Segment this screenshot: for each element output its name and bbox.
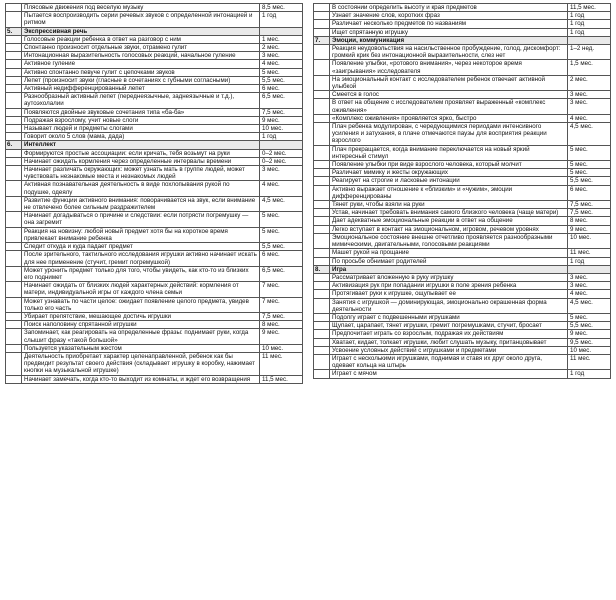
table-row	[314, 313, 611, 321]
row-age: 11,5 мес.	[568, 4, 611, 12]
row-number	[314, 346, 330, 354]
table-row	[6, 93, 303, 108]
row-age: 5 мес.	[260, 212, 303, 227]
row-age: 9 мес.	[260, 329, 303, 344]
table-row	[314, 91, 611, 99]
row-age: 3 мес.	[568, 282, 611, 290]
row-age: 7,5 мес.	[260, 312, 303, 320]
row-age: 1–2 нед.	[568, 45, 611, 60]
row-age: 6 мес.	[260, 85, 303, 93]
row-age: 7 мес.	[260, 282, 303, 297]
row-age: 9 мес.	[260, 116, 303, 124]
row-number	[314, 273, 330, 281]
row-number	[314, 225, 330, 233]
row-number	[6, 4, 22, 12]
table-row	[6, 133, 303, 141]
row-number	[6, 52, 22, 60]
table-row	[6, 76, 303, 84]
left-table	[5, 3, 303, 384]
row-description: Следит откуда и куда падает предмет	[22, 243, 260, 251]
table-row	[314, 123, 611, 146]
table-row	[314, 346, 611, 354]
row-number	[6, 181, 22, 196]
row-description: Эмоциональное состояние внешне отчетливо проявляется разнообразными мимическими, двигательными, голосовыми реакциями	[330, 233, 568, 248]
row-description: Щупает, царапает, тянет игрушки, гремит погремушками, стучит, бросает	[330, 322, 568, 330]
row-age: 11 мес.	[260, 352, 303, 375]
row-description: Играет с несколькими игрушками, поднимая и ставя их друг около друга, одевает кольца на штырь	[330, 354, 568, 369]
table-row	[6, 312, 303, 320]
row-description: Интеллект	[22, 141, 260, 149]
row-number	[314, 282, 330, 290]
row-number: 6.	[6, 141, 22, 149]
row-age: 11,5 мес.	[260, 375, 303, 383]
table-row	[314, 322, 611, 330]
row-number	[314, 12, 330, 20]
section-header-row	[6, 141, 303, 149]
table-row	[314, 161, 611, 169]
row-number	[314, 99, 330, 114]
row-description: Реакция неудовольствия на насильственное пробуждение, голод, дискомфорт: громкий крик без интонационной выразительности, слез нет	[330, 45, 568, 60]
row-age: 1 год	[260, 133, 303, 141]
row-description: Узнает значение слов, коротких фраз	[330, 12, 568, 20]
row-number	[314, 290, 330, 298]
row-number	[6, 60, 22, 68]
row-number	[6, 108, 22, 116]
row-description: Подолгу играет с подвешенными игрушками	[330, 313, 568, 321]
table-row	[314, 273, 611, 281]
row-description: В состоянии определить высоту и края предметов	[330, 4, 568, 12]
row-number	[6, 12, 22, 27]
row-age: 5,5 мес.	[568, 177, 611, 185]
row-description: Эмоции, коммуникация	[330, 36, 568, 44]
table-row	[314, 209, 611, 217]
row-description: Может уронить предмет только для того, чтобы увидеть, как кто-то из близких его поднимет	[22, 266, 260, 281]
row-description: Пользуется указательным жестом	[22, 344, 260, 352]
row-age: 5 мес.	[260, 227, 303, 242]
row-number	[314, 354, 330, 369]
table-row	[314, 298, 611, 313]
row-description: Поиск наполовину спрятанной игрушки	[22, 321, 260, 329]
table-row	[314, 290, 611, 298]
table-row	[314, 185, 611, 200]
table-row	[314, 75, 611, 90]
row-number	[314, 217, 330, 225]
right-table	[313, 3, 611, 379]
row-number	[314, 322, 330, 330]
row-description: Занятия с игрушкой — доминирующая, эмоционально окрашенная форма деятельности	[330, 298, 568, 313]
row-number	[6, 352, 22, 375]
row-description: Голосовые реакции ребенка в ответ на разговор с ним	[22, 35, 260, 43]
table-row	[6, 282, 303, 297]
row-age: 4,5 мес.	[568, 123, 611, 146]
row-description: Называет людей и предметы слогами	[22, 125, 260, 133]
table-row	[314, 370, 611, 378]
row-description: Реагирует на строгие и ласковые интонации	[330, 177, 568, 185]
row-description: Спонтанно произносит отдельные звуки, отрамено гулит	[22, 44, 260, 52]
table-row	[314, 20, 611, 28]
table-row	[314, 330, 611, 338]
row-age: 8 мес.	[260, 321, 303, 329]
table-row	[6, 149, 303, 157]
table-row	[6, 212, 303, 227]
row-description: Усвоение условных действий с игрушками и предметами	[330, 346, 568, 354]
row-description: В ответ на общение с исследователем проявляет выраженный «комплекс оживления»	[330, 99, 568, 114]
row-number	[314, 201, 330, 209]
row-number: 8.	[314, 265, 330, 273]
row-description: Активный недифференцированный лепет	[22, 85, 260, 93]
row-age: 1 год	[568, 12, 611, 20]
table-row	[6, 375, 303, 383]
row-description: Рассматривает вложенную в руку игрушку	[330, 273, 568, 281]
table-row	[6, 196, 303, 211]
row-age: 4 мес.	[260, 60, 303, 68]
row-description: Плач прекращается, когда внимание переключается на новый яркий интересный стимул	[330, 145, 568, 160]
row-number	[314, 4, 330, 12]
row-age: 4 мес.	[568, 290, 611, 298]
row-description: Различает мимику и жесты окружающих	[330, 169, 568, 177]
row-number	[6, 329, 22, 344]
row-description: Может узнавать по части целое: ожидает появление целого предмета, увидев только его часть	[22, 297, 260, 312]
row-description: Лепет (произносит звуки (гласные в сочетаниях с губными согласными)	[22, 76, 260, 84]
row-age: 5 мес.	[568, 161, 611, 169]
row-age: 10 мес.	[568, 233, 611, 248]
table-row	[6, 251, 303, 266]
table-row	[314, 217, 611, 225]
row-number	[314, 257, 330, 265]
row-age: 9 мес.	[568, 330, 611, 338]
table-row	[314, 225, 611, 233]
row-description: Различает несколько предметов по названиям	[330, 20, 568, 28]
row-description: Дает адекватные эмоциональные реакции в ответ на общение	[330, 217, 568, 225]
row-number	[6, 227, 22, 242]
row-age: 5 мес.	[568, 145, 611, 160]
row-number	[6, 312, 22, 320]
row-age: 4 мес.	[568, 114, 611, 122]
table-row	[6, 35, 303, 43]
row-number	[6, 196, 22, 211]
row-number	[6, 68, 22, 76]
row-age: 5,5 мес.	[568, 322, 611, 330]
row-number	[6, 93, 22, 108]
row-number	[314, 45, 330, 60]
table-row	[314, 45, 611, 60]
row-age: 3 мес.	[568, 99, 611, 114]
row-age: 11 мес.	[568, 354, 611, 369]
table-row	[6, 4, 303, 12]
table-row	[6, 344, 303, 352]
row-description: Начинает догадываться о причине и следствии: если потрясти погремушку — она загремит	[22, 212, 260, 227]
row-number	[314, 338, 330, 346]
row-age: 3 мес.	[260, 166, 303, 181]
row-number	[6, 266, 22, 281]
row-description: Активное гуление	[22, 60, 260, 68]
row-description: Интонационная выразительность голосовых реакций, начальное гуление	[22, 52, 260, 60]
table-row	[6, 157, 303, 165]
row-age: 3 мес.	[260, 52, 303, 60]
section-header-row	[314, 36, 611, 44]
row-description: Появляются двойные звуковые сочетания типа «ба-ба»	[22, 108, 260, 116]
row-age: 4,5 мес.	[260, 196, 303, 211]
row-age: 7,5 мес.	[568, 209, 611, 217]
row-age: 1 год	[568, 20, 611, 28]
row-age: 7,5 мес.	[260, 108, 303, 116]
table-row	[6, 329, 303, 344]
row-description: Плясовые движения под веселую музыку	[22, 4, 260, 12]
row-number	[6, 243, 22, 251]
row-age: 6 мес.	[260, 251, 303, 266]
table-row	[6, 108, 303, 116]
row-number	[6, 149, 22, 157]
row-age: 2 мес.	[260, 44, 303, 52]
row-number	[314, 75, 330, 90]
row-number	[314, 28, 330, 36]
table-row	[314, 257, 611, 265]
table-row	[6, 181, 303, 196]
row-description: «Комплекс оживления» проявляется ярко, быстро	[330, 114, 568, 122]
row-description: Плач ребенка модулирован, с чередующимися периодами интенсивного усиления и затухания, в плаче отмечаются паузы для восприятия реакции взрослого	[330, 123, 568, 146]
row-age: 4 мес.	[260, 181, 303, 196]
row-age	[260, 27, 303, 35]
row-description: Тянет руки, чтобы взяли на руки	[330, 201, 568, 209]
row-number	[314, 177, 330, 185]
row-number	[314, 249, 330, 257]
row-description: Появление улыбки, «ротового внимания», через некоторое время «заигрывания» исследователя	[330, 60, 568, 75]
row-age: 1 год	[568, 370, 611, 378]
row-age	[568, 265, 611, 273]
row-description: Начинает замечать, когда кто-то выходит из комнаты, и ждет его возвращения	[22, 375, 260, 383]
row-description: Активно выражает отношение к «близким» и «чужим», эмоции дифференцированы	[330, 185, 568, 200]
row-number	[6, 212, 22, 227]
table-row	[6, 85, 303, 93]
row-age	[260, 141, 303, 149]
row-number	[6, 85, 22, 93]
row-description: Начинает ожидать кормления через определенные интервалы времени	[22, 157, 260, 165]
row-age: 11 мес.	[568, 249, 611, 257]
table-row	[6, 44, 303, 52]
row-number	[314, 114, 330, 122]
row-description: Убирает препятствие, мешающее достичь игрушки	[22, 312, 260, 320]
row-age: 5 мес.	[568, 169, 611, 177]
row-age: 5 мес.	[568, 313, 611, 321]
table-row	[6, 68, 303, 76]
table-row	[314, 60, 611, 75]
row-description: Играет с мячом	[330, 370, 568, 378]
row-number: 5.	[6, 27, 22, 35]
table-row	[314, 338, 611, 346]
row-description: Запоминает, как реагировать на определенные фразы: поднимает руки, когда слышит фразу «такой большой»	[22, 329, 260, 344]
row-age: 3 мес.	[568, 91, 611, 99]
table-row	[314, 282, 611, 290]
row-number	[6, 282, 22, 297]
row-number	[6, 44, 22, 52]
row-number	[314, 370, 330, 378]
row-number	[314, 161, 330, 169]
row-description: Формируются простые ассоциации: если кричать, тебя возьмут на руки	[22, 149, 260, 157]
row-description: Игра	[330, 265, 568, 273]
row-age: 1 год	[568, 257, 611, 265]
row-description: Пытается воспроизводить серии речевых звуков с определенной интонацией и ритмом	[22, 12, 260, 27]
row-number: 7.	[314, 36, 330, 44]
table-row	[6, 116, 303, 124]
row-number	[6, 166, 22, 181]
row-age: 7 мес.	[260, 297, 303, 312]
row-age: 1 год	[260, 12, 303, 27]
table-row	[314, 201, 611, 209]
row-age: 3 мес.	[568, 273, 611, 281]
row-age: 2 мес.	[568, 75, 611, 90]
row-description: Смеется в голос	[330, 91, 568, 99]
row-number	[6, 321, 22, 329]
table-row	[6, 12, 303, 27]
row-number	[6, 76, 22, 84]
row-number	[314, 169, 330, 177]
row-description: Реакция на новизну: любой новый предмет хотя бы на короткое время привлекает внимание ребенка	[22, 227, 260, 242]
table-row	[314, 4, 611, 12]
row-age: 1,5 мес.	[568, 60, 611, 75]
row-age: 5,5 мес.	[260, 76, 303, 84]
table-row	[314, 12, 611, 20]
table-row	[6, 352, 303, 375]
row-number	[6, 125, 22, 133]
row-age: 8 мес.	[568, 217, 611, 225]
row-age: 5 мес.	[260, 68, 303, 76]
row-number	[6, 157, 22, 165]
row-number	[314, 20, 330, 28]
row-age: 8,5 мес.	[260, 4, 303, 12]
table-row	[6, 52, 303, 60]
row-description: Машет рукой на прощание	[330, 249, 568, 257]
row-description: Устав, начинает требовать внимания самого близкого человека (чаще матери)	[330, 209, 568, 217]
row-number	[314, 298, 330, 313]
row-number	[314, 209, 330, 217]
row-description: На эмоциональный контакт с исследователем ребенок отвечает активной улыбкой	[330, 75, 568, 90]
row-number	[6, 344, 22, 352]
row-number	[6, 251, 22, 266]
row-description: Развитие функции активного внимания: поворачивается на звук, если внимание не отвлечено более сильным раздражителем	[22, 196, 260, 211]
row-description: Начинает различать окружающих: может узнать мать в группе людей, может чувствовать незнакомые места и незнакомых людей	[22, 166, 260, 181]
row-description: Говорит около 5 слов (мама, дада)	[22, 133, 260, 141]
row-number	[314, 233, 330, 248]
table-row	[314, 28, 611, 36]
row-description: Активная познавательная деятельность в виде похлопывания рукой по подушке, одеялу	[22, 181, 260, 196]
row-age: 10 мес.	[568, 346, 611, 354]
table-row	[314, 99, 611, 114]
row-number	[6, 133, 22, 141]
row-number	[314, 185, 330, 200]
row-age: 7,5 мес.	[568, 201, 611, 209]
row-description: Начинает ожидать от близких людей характерных действий: кормления от матери, индивидуальной игры от каждого члена семьи	[22, 282, 260, 297]
row-description: Активно спонтанно певуче гулит с цепочками звуков	[22, 68, 260, 76]
row-description: Экспрессивная речь	[22, 27, 260, 35]
row-number	[314, 91, 330, 99]
left-column	[5, 3, 303, 384]
table-row	[314, 233, 611, 248]
table-row	[314, 114, 611, 122]
row-age: 4,5 мес.	[568, 298, 611, 313]
table-row	[6, 297, 303, 312]
table-row	[6, 266, 303, 281]
row-age: 10 мес.	[260, 125, 303, 133]
row-age: 1 мес.	[260, 35, 303, 43]
row-description: Протягивает руки к игрушке, ощупывает ее	[330, 290, 568, 298]
row-description: Появление улыбки при виде взрослого человека, который молчит	[330, 161, 568, 169]
table-row	[6, 243, 303, 251]
right-column	[313, 3, 611, 379]
row-description: Легко вступает в контакт на эмоциональном, игровом, речевом уровнях	[330, 225, 568, 233]
table-row	[6, 60, 303, 68]
row-description: Ищет спрятанную игрушку	[330, 28, 568, 36]
row-number	[314, 145, 330, 160]
row-age: 6,5 мес.	[260, 93, 303, 108]
row-description: По просьбе обнимает родителей	[330, 257, 568, 265]
row-description: Активизация рук при попадании игрушки в поле зрения ребенка	[330, 282, 568, 290]
row-description: После зрительного, тактильного исследования игрушки активно начинает искать для нее применение (стучит, гремит погремушкой)	[22, 251, 260, 266]
row-number	[6, 116, 22, 124]
table-row	[6, 166, 303, 181]
row-age: 5,5 мес.	[260, 243, 303, 251]
row-age	[568, 36, 611, 44]
table-row	[314, 249, 611, 257]
row-age: 6,5 мес.	[260, 266, 303, 281]
row-number	[6, 297, 22, 312]
row-age: 0–2 мес.	[260, 157, 303, 165]
row-description: Деятельность приобретает характер целенаправленной, ребенок как бы предвидит результат своего действия (складывает игрушку в коробку, нажимает кнопки на музыкальной игрушке)	[22, 352, 260, 375]
row-description: Хватает, кидает, толкает игрушки, любит слушать музыку, пританцовывает	[330, 338, 568, 346]
row-description: Предпочитает играть со взрослым, подражая их действиям	[330, 330, 568, 338]
table-row	[314, 354, 611, 369]
row-age: 0–2 мес.	[260, 149, 303, 157]
row-number	[314, 330, 330, 338]
row-number	[314, 123, 330, 146]
row-number	[6, 375, 22, 383]
table-row	[314, 177, 611, 185]
row-description: Разнообразный активный лепет (переднеязычные, заднеязычные и т.д.), аутоэхолалии	[22, 93, 260, 108]
table-row	[6, 227, 303, 242]
row-description: Подражая взрослому, учит новые слоги	[22, 116, 260, 124]
table-row	[6, 125, 303, 133]
row-age: 1 год	[568, 28, 611, 36]
table-row	[6, 321, 303, 329]
row-number	[314, 313, 330, 321]
table-row	[314, 169, 611, 177]
row-age: 9,5 мес.	[568, 338, 611, 346]
row-age: 9 мес.	[568, 225, 611, 233]
row-number	[6, 35, 22, 43]
row-number	[314, 60, 330, 75]
table-row	[314, 145, 611, 160]
section-header-row	[6, 27, 303, 35]
row-age: 10 мес.	[260, 344, 303, 352]
section-header-row	[314, 265, 611, 273]
row-age: 6 мес.	[568, 185, 611, 200]
